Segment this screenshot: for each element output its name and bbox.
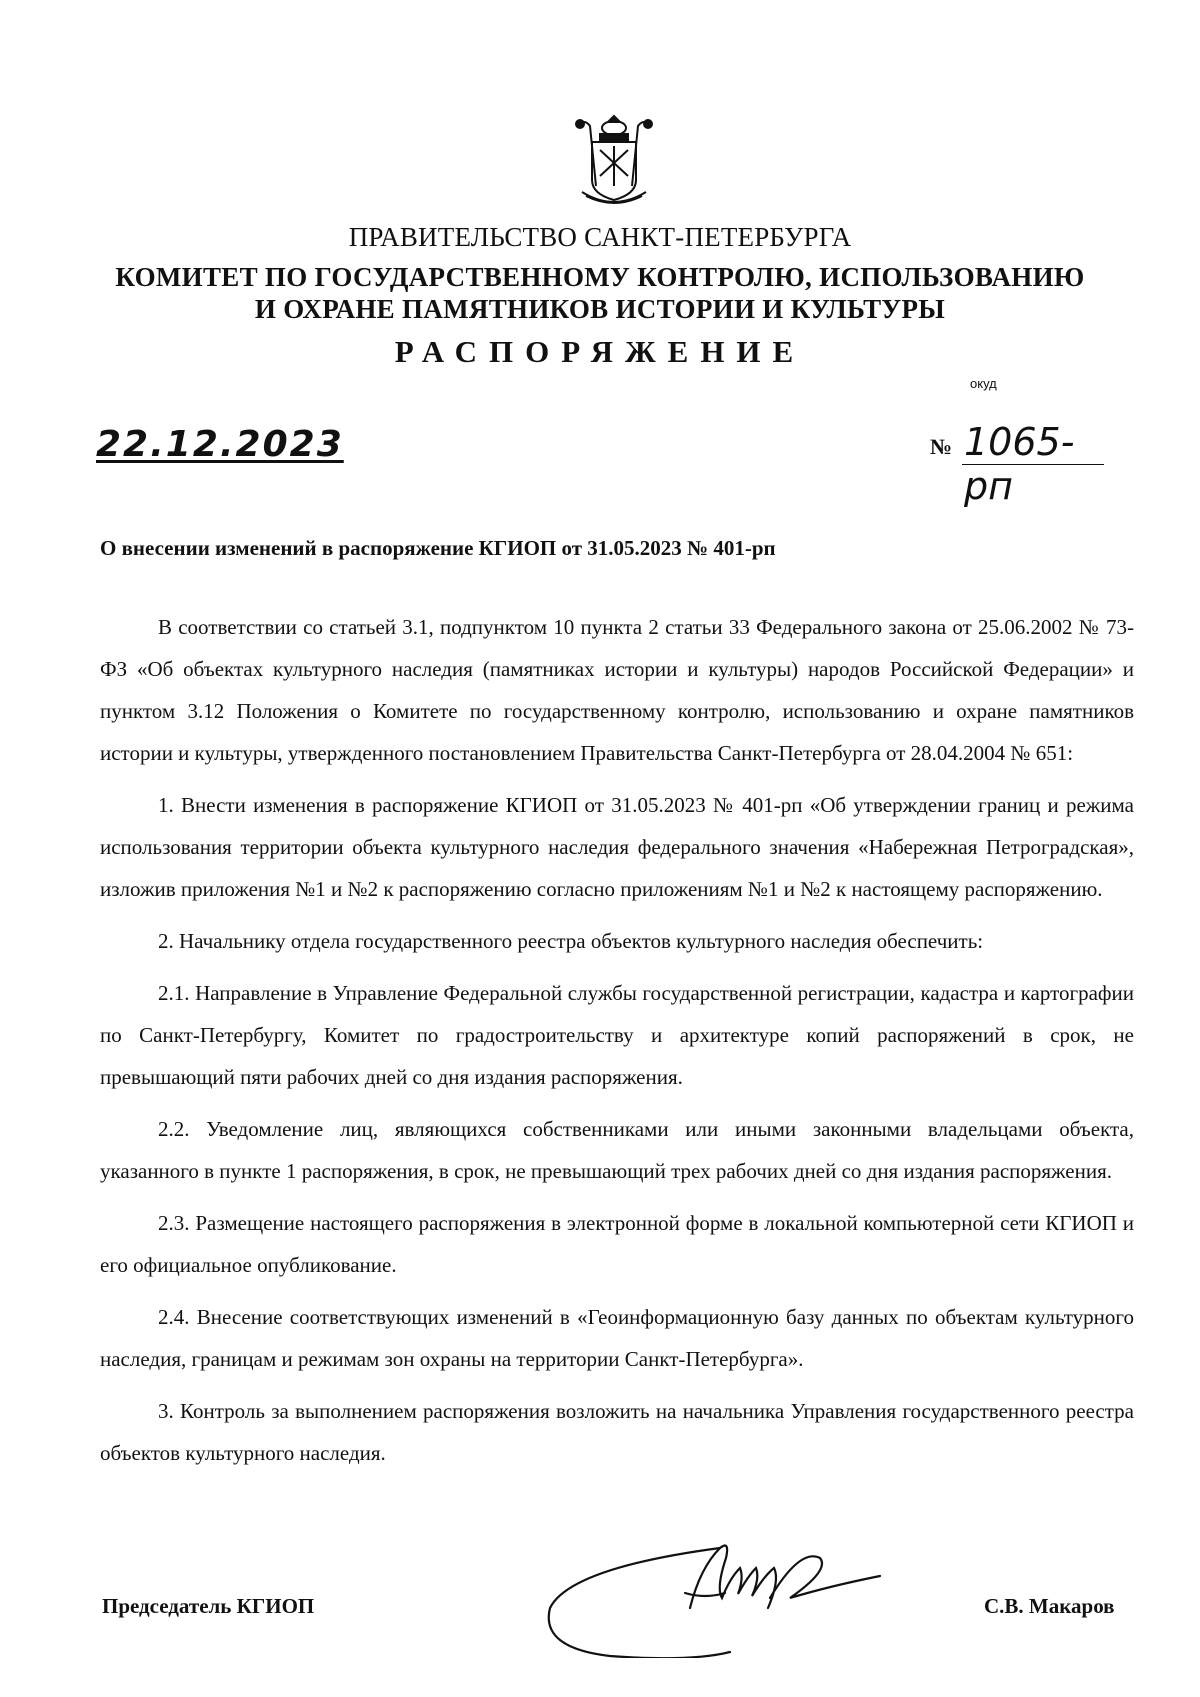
signatory-title: Председатель КГИОП: [102, 1594, 315, 1618]
government-name: ПРАВИТЕЛЬСТВО САНКТ-ПЕТЕРБУРГА: [348, 222, 852, 252]
coat-of-arms-icon: [570, 112, 658, 210]
paragraph-2: 2. Начальнику отдела государственного реестра объектов культурного наследия обеспечить:: [158, 929, 984, 953]
number-underline: [962, 464, 1104, 465]
document-date: 22.12.2023: [96, 424, 344, 465]
okud-label: окуд: [970, 376, 997, 391]
committee-name-line-1: КОМИТЕТ ПО ГОСУДАРСТВЕННОМУ КОНТРОЛЮ, ИСПОЛЬЗОВАНИЮ: [115, 262, 1085, 292]
handwritten-signature: [520, 1538, 960, 1658]
document-body: [100, 606, 1134, 1484]
committee-name-line-2: И ОХРАНЕ ПАМЯТНИКОВ ИСТОРИИ И КУЛЬТУРЫ: [254, 294, 946, 324]
paragraph-2-2: 2.2. Уведомление лиц, являющихся собственниками или иными законными владельцами объекта, указанного в пункте 1 распоряжения, в срок, не превышающий трех рабочих дней со дня издания распоряжения.: [100, 1117, 1134, 1183]
paragraph-2-3: 2.3. Размещение настоящего распоряжения в электронной форме в локальной компьютерной сети КГИОП и его официальное опубликование.: [100, 1211, 1134, 1277]
document-number-block: [930, 420, 1110, 508]
signatory-name: С.В. Макаров: [984, 1594, 1115, 1618]
document-type: РАСПОРЯЖЕНИЕ: [394, 334, 806, 369]
document-subject: О внесении изменений в распоряжение КГИОП от 31.05.2023 № 401-рп: [100, 536, 776, 560]
number-sign: №: [930, 434, 953, 459]
paragraph-3: 3. Контроль за выполнением распоряжения возложить на начальника Управления государственного реестра объектов культурного наследия.: [100, 1399, 1134, 1465]
paragraph-2-4: 2.4. Внесение соответствующих изменений в «Геоинформационную базу данных по объектам культурного наследия, границам и режимам зон охраны на территории Санкт-Петербурга».: [100, 1305, 1134, 1371]
paragraph-2-1: 2.1. Направление в Управление Федеральной службы государственной регистрации, кадастра и картографии по Санкт-Петербургу, Комитет по градостроительству и архитектуре копий распоряжений в срок, не превышающий пяти рабочих дней со дня издания распоряжения.: [100, 981, 1134, 1089]
document-number: 1065-рп: [964, 420, 1075, 508]
paragraph-preamble: В соответствии со статьей 3.1, подпунктом 10 пункта 2 статьи 33 Федерального закона от 25.06.2002 № 73-ФЗ «Об объектах культурного наследия (памятниках истории и культуры) народов Российской Федерации» и пунктом 3.12 Положения о Комитете по государственному контролю, использованию и охране памятников истории и культуры, утвержденного постановлением Правительства Санкт-Петербурга от 28.04.2004 № 651:: [100, 615, 1134, 765]
paragraph-1: 1. Внести изменения в распоряжение КГИОП от 31.05.2023 № 401-рп «Об утверждении границ и режима использования территории объекта культурного наследия федерального значения «Набережная Петроградская», изложив приложения №1 и №2 к распоряжению согласно приложениям №1 и №2 к настоящему распоряжению.: [100, 793, 1134, 901]
